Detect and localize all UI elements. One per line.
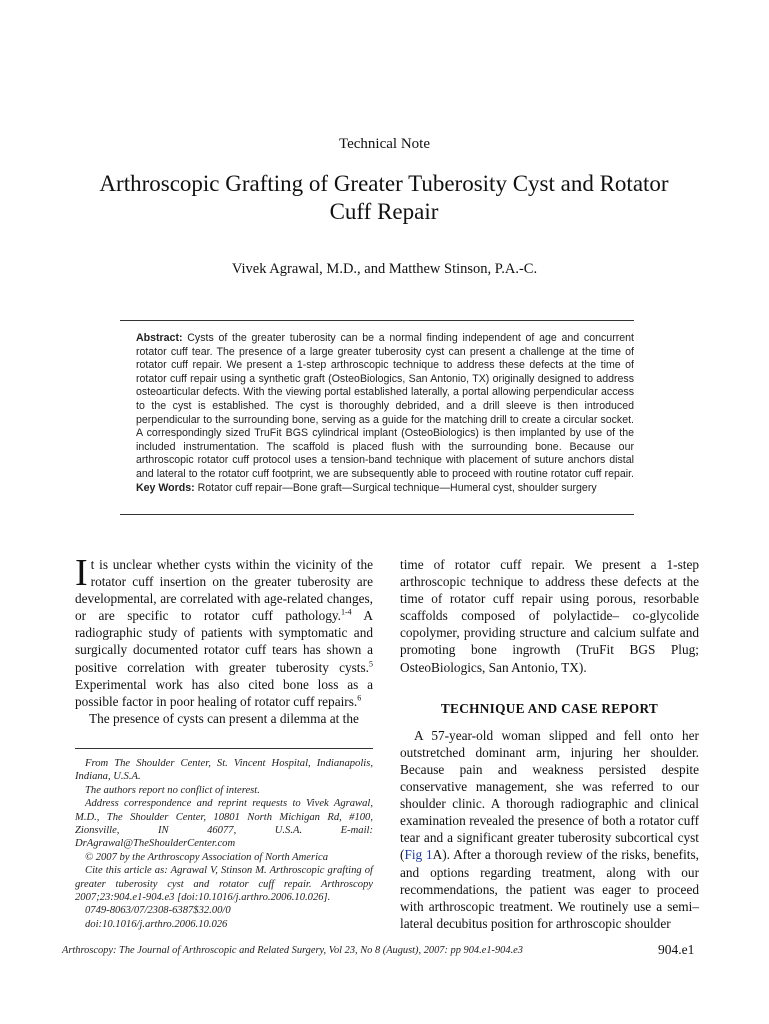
intro-text-1: t is unclear whether cysts within the vicinity of the rotator cuff insertion on the greater tuberosity are developmental, are correlated with age-related changes, or are specific to rotator cuff pathology. [75, 557, 373, 624]
article-title: Arthroscopic Grafting of Greater Tuberosity Cyst and Rotator Cuff Repair [99, 171, 669, 224]
section-heading: TECHNIQUE AND CASE REPORT [440, 700, 659, 716]
reference-marker: 1-4 [340, 607, 352, 617]
intro-paragraph [75, 552, 373, 710]
figure-link[interactable]: Fig 1 [404, 847, 433, 863]
footnote-issn: 0749-8063/07/2308-6387$32.00/0 [85, 905, 231, 917]
reference-marker: 6 [357, 693, 362, 703]
author-list: Vivek Agrawal, M.D., and Matthew Stinson, P.A.-C. [231, 261, 538, 277]
footnote-rule [75, 748, 373, 749]
footnote-copyright: © 2007 by the Arthroscopy Association of North America [85, 851, 329, 863]
dilemma-paragraph: The presence of cysts can present a dilemma at the [89, 710, 359, 726]
section-label: Technical Note [339, 136, 430, 152]
left-column [75, 552, 373, 727]
right-paragraph-1: time of rotator cuff repair. We present a 1-step arthroscopic technique to address these defects at the time of rotator cuff repair using porous, resorbable scaffolds composed of polylactide– co-glycolide copolymer, providing structure and calcium sulfate and promoting bone ingrowth (TruFit BGS Plug; OsteoBiologics, San Antonio, TX). [400, 557, 699, 675]
intro-text-2: A radiographic study of patients with symptomatic and surgically documented rotator cuff tears has shown a positive correlation with greater tuberosity cysts. [75, 608, 373, 675]
footnote-correspondence: Address correspondence and reprint requests to Vivek Agrawal, M.D., The Shoulder Center, 10801 North Michigan Rd, #100, Zionsville, IN 46077, U.S.A. E-mail: DrAgrawal@TheShoulderCenter.com [75, 798, 373, 850]
abstract-label: Abstract: [136, 332, 183, 344]
case-text-1: A 57-year-old woman slipped and fell onto her outstretched dominant arm, injuring her shoulder. Because pain and weakness persisted despite conservative management, she was referred to our shoulder clinic. A thorough radiographic and clinical examination revealed the presence of both a rotator cuff tear and a significant greater tuberosity subcortical cyst ( [400, 727, 699, 863]
case-text-2: A). After a thorough review of the risks, benefits, and options regarding treatment, along with our recommendations, the patient was eager to proceed with arthroscopic treatment. We routinely use a semi–lateral decubitus position for arthroscopic shoulder [400, 847, 700, 931]
case-paragraph [400, 727, 699, 932]
footnotes [75, 757, 373, 931]
abstract-text: Cysts of the greater tuberosity can be a normal finding independent of age and concurrent rotator cuff tear. The presence of a large greater tuberosity cyst can present a challenge at the time of rotator cuff repair. We present a 1-step arthroscopic technique to address these defects at the time of rotator cuff repair using a synthetic graft (OsteoBiologics, San Antonio, TX) originally designed to address osteoarticular defects. With the viewing portal established laterally, a portal allowing perpendicular access to the cyst is established. The cyst is thoroughly debrided, and a drill sleeve is then introduced perpendicular to the surrounding bone, serving as a guide for the matching drill to create a circular socket. A correspondingly sized TruFit BGS cylindrical implant (OsteoBiologics) is then implanted by use of the included instrumentation. The scaffold is placed flush with the surrounding bone. Because our arthroscopic rotator cuff protocol uses a tension-band technique with placement of suture anchors distal and lateral to the rotator cuff footprint, we are subsequently able to proceed with routine rotator cuff repair. [136, 332, 634, 480]
abstract-top-rule [120, 320, 634, 321]
footnote-conflict: The authors report no conflict of interest. [85, 784, 260, 796]
page-number: 904.e1 [658, 942, 695, 957]
reference-marker: 5 [369, 659, 373, 669]
abstract-bottom-rule [120, 514, 634, 515]
intro-text-3: Experimental work has also cited bone loss as a possible factor in poor healing of rotator cuff repairs. [75, 676, 373, 709]
abstract-block [136, 332, 634, 495]
footnote-citation: Cite this article as: Agrawal V, Stinson M. Arthroscopic grafting of greater tuberosity cyst and rotator cuff repair. Arthroscopy 2007;23:904.e1-904.e3 [doi:10.1016/j.arthro.2006.10.026]. [75, 865, 373, 904]
footer-citation: Arthroscopy: The Journal of Arthroscopic and Related Surgery, Vol 23, No 8 (August), 2007: pp 904.e1-904.e3 [62, 945, 523, 956]
right-column [400, 556, 699, 932]
keywords-label: Key Words: [136, 481, 195, 494]
drop-cap: I [75, 552, 88, 594]
footnote-doi: doi:10.1016/j.arthro.2006.10.026 [85, 918, 228, 930]
keywords-text: Rotator cuff repair—Bone graft—Surgical technique—Humeral cyst, shoulder surgery [197, 481, 597, 494]
footnote-affiliation: From The Shoulder Center, St. Vincent Hospital, Indianapolis, Indiana, U.S.A. [75, 758, 373, 783]
